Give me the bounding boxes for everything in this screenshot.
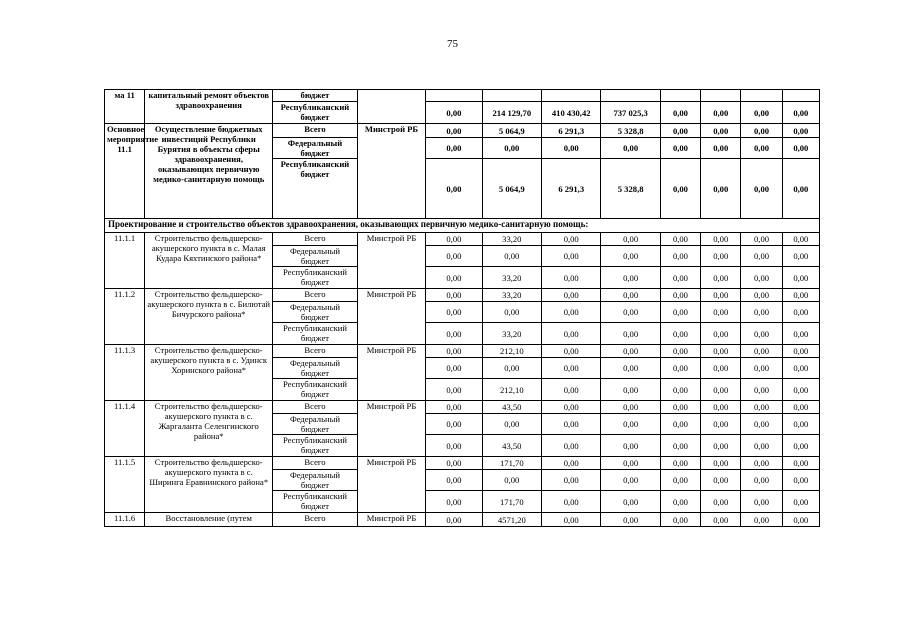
value-cell: 0,00: [482, 302, 541, 323]
value-cell: 0,00: [660, 289, 700, 302]
funding-source: бюджет: [273, 90, 358, 102]
funding-source: Республиканский бюджет: [273, 435, 358, 457]
value-cell: 0,00: [701, 323, 741, 345]
value-cell: 0,00: [601, 138, 660, 159]
value-cell: 0,00: [782, 414, 819, 435]
value-cell: 0,00: [426, 302, 482, 323]
value-cell: 0,00: [426, 138, 482, 159]
funding-source: Всего: [273, 345, 358, 358]
value-cell: 33,20: [482, 323, 541, 345]
value-cell: 0,00: [782, 513, 819, 527]
value-cell: 0,00: [482, 470, 541, 491]
responsible: Минстрой РБ: [357, 345, 425, 401]
funding-source: Всего: [273, 513, 358, 527]
value-cell: 0,00: [542, 435, 601, 457]
value-cell: 0,00: [482, 246, 541, 267]
value-cell: 0,00: [426, 457, 482, 470]
value-cell: 214 129,70: [482, 102, 541, 124]
value-cell: 0,00: [426, 491, 482, 513]
value-cell: 0,00: [542, 323, 601, 345]
value-cell: 0,00: [542, 513, 601, 527]
value-cell: [542, 90, 601, 102]
value-cell: 0,00: [601, 267, 660, 289]
value-cell: 0,00: [701, 138, 741, 159]
value-cell: 0,00: [782, 267, 819, 289]
value-cell: 0,00: [701, 289, 741, 302]
row-name: капитальный ремонт объектов здравоохранения: [145, 90, 273, 124]
value-cell: 0,00: [601, 302, 660, 323]
value-cell: 0,00: [701, 414, 741, 435]
table-row: [105, 345, 820, 358]
value-cell: 0,00: [782, 102, 819, 124]
value-cell: 0,00: [741, 470, 782, 491]
value-cell: 0,00: [782, 435, 819, 457]
value-cell: 0,00: [660, 124, 700, 138]
row-name: Восстановление (путем: [145, 513, 273, 527]
value-cell: 0,00: [660, 159, 700, 219]
value-cell: [601, 90, 660, 102]
value-cell: 0,00: [701, 302, 741, 323]
funding-source: Федеральный бюджет: [273, 302, 358, 323]
value-cell: 5 064,9: [482, 124, 541, 138]
value-cell: [660, 90, 700, 102]
value-cell: 0,00: [542, 302, 601, 323]
value-cell: 0,00: [601, 491, 660, 513]
value-cell: 0,00: [701, 513, 741, 527]
row-code: 11.1.1: [105, 233, 145, 289]
row-name: Строительство фельдшерско-акушерского пункта в с. Малая Кудара Кяхтинского района*: [145, 233, 273, 289]
section-title: Проектирование и строительство объектов здравоохранения, оказывающих первичную медико-санитарную помощь:: [105, 219, 820, 233]
value-cell: 0,00: [701, 159, 741, 219]
value-cell: [426, 90, 482, 102]
funding-source: Федеральный бюджет: [273, 246, 358, 267]
value-cell: 0,00: [782, 491, 819, 513]
funding-source: Всего: [273, 401, 358, 414]
funding-source: Федеральный бюджет: [273, 138, 358, 159]
table-row: [105, 233, 820, 246]
value-cell: 0,00: [741, 289, 782, 302]
value-cell: 171,70: [482, 491, 541, 513]
value-cell: 0,00: [601, 457, 660, 470]
value-cell: 0,00: [782, 345, 819, 358]
value-cell: 0,00: [701, 124, 741, 138]
value-cell: 0,00: [426, 323, 482, 345]
value-cell: 0,00: [660, 358, 700, 379]
value-cell: 0,00: [542, 470, 601, 491]
value-cell: [782, 90, 819, 102]
funding-source: Республиканский бюджет: [273, 267, 358, 289]
responsible: [357, 90, 425, 124]
value-cell: 0,00: [601, 414, 660, 435]
value-cell: 0,00: [660, 138, 700, 159]
row-code: ма 11: [105, 90, 145, 124]
value-cell: 0,00: [782, 289, 819, 302]
value-cell: 0,00: [601, 233, 660, 246]
value-cell: 0,00: [741, 102, 782, 124]
value-cell: 0,00: [701, 246, 741, 267]
row-code: 11.1.4: [105, 401, 145, 457]
value-cell: 0,00: [426, 102, 482, 124]
value-cell: 0,00: [701, 401, 741, 414]
responsible: Минстрой РБ: [357, 401, 425, 457]
funding-source: Федеральный бюджет: [273, 470, 358, 491]
value-cell: 0,00: [482, 358, 541, 379]
row-name: Строительство фельдшерско-акушерского пункта в с. Ширинга Еравнинского района*: [145, 457, 273, 513]
value-cell: 0,00: [660, 323, 700, 345]
value-cell: 0,00: [782, 138, 819, 159]
value-cell: 0,00: [741, 457, 782, 470]
value-cell: 0,00: [426, 159, 482, 219]
value-cell: 0,00: [601, 470, 660, 491]
section-row: [105, 219, 820, 233]
value-cell: 0,00: [741, 435, 782, 457]
value-cell: 0,00: [601, 323, 660, 345]
value-cell: 0,00: [660, 246, 700, 267]
responsible: Минстрой РБ: [357, 289, 425, 345]
value-cell: 0,00: [660, 102, 700, 124]
value-cell: 0,00: [782, 323, 819, 345]
value-cell: 0,00: [701, 345, 741, 358]
value-cell: 0,00: [701, 470, 741, 491]
table-row: [105, 124, 820, 138]
value-cell: 212,10: [482, 345, 541, 358]
value-cell: 0,00: [660, 513, 700, 527]
value-cell: 0,00: [542, 345, 601, 358]
value-cell: 0,00: [701, 379, 741, 401]
value-cell: 0,00: [701, 102, 741, 124]
value-cell: 0,00: [542, 246, 601, 267]
value-cell: 0,00: [782, 159, 819, 219]
value-cell: 0,00: [542, 289, 601, 302]
funding-source: Всего: [273, 457, 358, 470]
value-cell: 0,00: [741, 246, 782, 267]
value-cell: 0,00: [601, 289, 660, 302]
value-cell: 0,00: [426, 470, 482, 491]
value-cell: 0,00: [426, 124, 482, 138]
value-cell: 0,00: [741, 138, 782, 159]
value-cell: 6 291,3: [542, 124, 601, 138]
value-cell: 0,00: [660, 470, 700, 491]
value-cell: 0,00: [782, 379, 819, 401]
value-cell: 43,50: [482, 401, 541, 414]
value-cell: 0,00: [601, 246, 660, 267]
value-cell: 0,00: [701, 267, 741, 289]
value-cell: 0,00: [542, 358, 601, 379]
value-cell: 0,00: [426, 414, 482, 435]
value-cell: 0,00: [782, 358, 819, 379]
responsible: Минстрой РБ: [357, 233, 425, 289]
value-cell: [741, 90, 782, 102]
value-cell: 0,00: [660, 401, 700, 414]
value-cell: 0,00: [601, 435, 660, 457]
value-cell: 0,00: [426, 246, 482, 267]
funding-source: Всего: [273, 233, 358, 246]
value-cell: 0,00: [701, 233, 741, 246]
value-cell: 0,00: [741, 159, 782, 219]
value-cell: 0,00: [741, 233, 782, 246]
value-cell: 0,00: [782, 246, 819, 267]
value-cell: 5 328,8: [601, 124, 660, 138]
value-cell: 0,00: [741, 124, 782, 138]
value-cell: 0,00: [782, 233, 819, 246]
value-cell: 0,00: [482, 138, 541, 159]
value-cell: 0,00: [426, 358, 482, 379]
responsible: Минстрой РБ: [357, 457, 425, 513]
value-cell: 0,00: [426, 401, 482, 414]
value-cell: 0,00: [426, 233, 482, 246]
value-cell: 0,00: [782, 401, 819, 414]
value-cell: 0,00: [660, 491, 700, 513]
value-cell: 0,00: [426, 513, 482, 527]
row-code: Основное мероприятие 11.1: [105, 124, 145, 219]
value-cell: 0,00: [542, 401, 601, 414]
value-cell: 6 291,3: [542, 159, 601, 219]
row-code: 11.1.3: [105, 345, 145, 401]
value-cell: 0,00: [601, 379, 660, 401]
value-cell: 0,00: [741, 513, 782, 527]
value-cell: 212,10: [482, 379, 541, 401]
value-cell: 33,20: [482, 233, 541, 246]
value-cell: 0,00: [542, 457, 601, 470]
value-cell: 0,00: [482, 414, 541, 435]
value-cell: 0,00: [660, 302, 700, 323]
value-cell: 0,00: [426, 345, 482, 358]
funding-source: Республиканский бюджет: [273, 323, 358, 345]
value-cell: 171,70: [482, 457, 541, 470]
value-cell: 43,50: [482, 435, 541, 457]
value-cell: 0,00: [741, 379, 782, 401]
responsible: Минстрой РБ: [357, 124, 425, 219]
value-cell: 0,00: [660, 233, 700, 246]
table-row: [105, 289, 820, 302]
value-cell: 0,00: [660, 435, 700, 457]
funding-source: Республиканский бюджет: [273, 102, 358, 124]
value-cell: 0,00: [782, 124, 819, 138]
row-name: Строительство фельдшерско-акушерского пункта в с. Билютай Бичурского района*: [145, 289, 273, 345]
value-cell: 410 430,42: [542, 102, 601, 124]
funding-source: Республиканский бюджет: [273, 491, 358, 513]
value-cell: 0,00: [741, 358, 782, 379]
responsible: Минстрой РБ: [357, 513, 425, 527]
value-cell: 0,00: [782, 302, 819, 323]
table-row: [105, 401, 820, 414]
value-cell: 0,00: [601, 345, 660, 358]
table-row: [105, 90, 820, 102]
funding-source: Всего: [273, 124, 358, 138]
value-cell: 0,00: [426, 267, 482, 289]
value-cell: 0,00: [660, 414, 700, 435]
value-cell: 0,00: [426, 379, 482, 401]
value-cell: 0,00: [782, 457, 819, 470]
row-code: 11.1.2: [105, 289, 145, 345]
value-cell: 0,00: [701, 435, 741, 457]
value-cell: 0,00: [542, 491, 601, 513]
value-cell: 0,00: [701, 457, 741, 470]
value-cell: 33,20: [482, 289, 541, 302]
funding-source: Республиканский бюджет: [273, 159, 358, 219]
row-name: Строительство фельдшерско-акушерского пункта в с. Удинск Хоринского района*: [145, 345, 273, 401]
page-number: 75: [447, 38, 458, 50]
value-cell: 5 328,8: [601, 159, 660, 219]
row-code: 11.1.5: [105, 457, 145, 513]
value-cell: 0,00: [660, 345, 700, 358]
value-cell: 0,00: [782, 470, 819, 491]
value-cell: 0,00: [660, 457, 700, 470]
value-cell: 0,00: [542, 233, 601, 246]
funding-source: Республиканский бюджет: [273, 379, 358, 401]
value-cell: 0,00: [601, 401, 660, 414]
budget-table: [104, 89, 820, 527]
table-row: [105, 513, 820, 527]
value-cell: 0,00: [741, 267, 782, 289]
value-cell: 33,20: [482, 267, 541, 289]
value-cell: 0,00: [741, 414, 782, 435]
value-cell: [701, 90, 741, 102]
value-cell: 0,00: [601, 358, 660, 379]
value-cell: 0,00: [701, 358, 741, 379]
row-name: Осуществление бюджетных инвестиций Республики Бурятия в объекты сферы здравоохранения, оказывающих первичную медико-санитарную помощь: [145, 124, 273, 219]
value-cell: 0,00: [741, 323, 782, 345]
table-row: [105, 457, 820, 470]
value-cell: 0,00: [542, 414, 601, 435]
value-cell: 0,00: [660, 379, 700, 401]
value-cell: 0,00: [741, 345, 782, 358]
value-cell: 0,00: [741, 491, 782, 513]
value-cell: 5 064,9: [482, 159, 541, 219]
funding-source: Федеральный бюджет: [273, 414, 358, 435]
value-cell: 0,00: [601, 513, 660, 527]
value-cell: [482, 90, 541, 102]
value-cell: 4571,20: [482, 513, 541, 527]
value-cell: 0,00: [542, 379, 601, 401]
value-cell: 0,00: [660, 267, 700, 289]
funding-source: Федеральный бюджет: [273, 358, 358, 379]
value-cell: 737 025,3: [601, 102, 660, 124]
row-code: 11.1.6: [105, 513, 145, 527]
value-cell: 0,00: [426, 435, 482, 457]
value-cell: 0,00: [542, 267, 601, 289]
value-cell: 0,00: [701, 491, 741, 513]
value-cell: 0,00: [741, 302, 782, 323]
value-cell: 0,00: [542, 138, 601, 159]
funding-source: Всего: [273, 289, 358, 302]
row-name: Строительство фельдшерско-акушерского пункта в с. Жаргаланта Селенгинского района*: [145, 401, 273, 457]
value-cell: 0,00: [426, 289, 482, 302]
value-cell: 0,00: [741, 401, 782, 414]
